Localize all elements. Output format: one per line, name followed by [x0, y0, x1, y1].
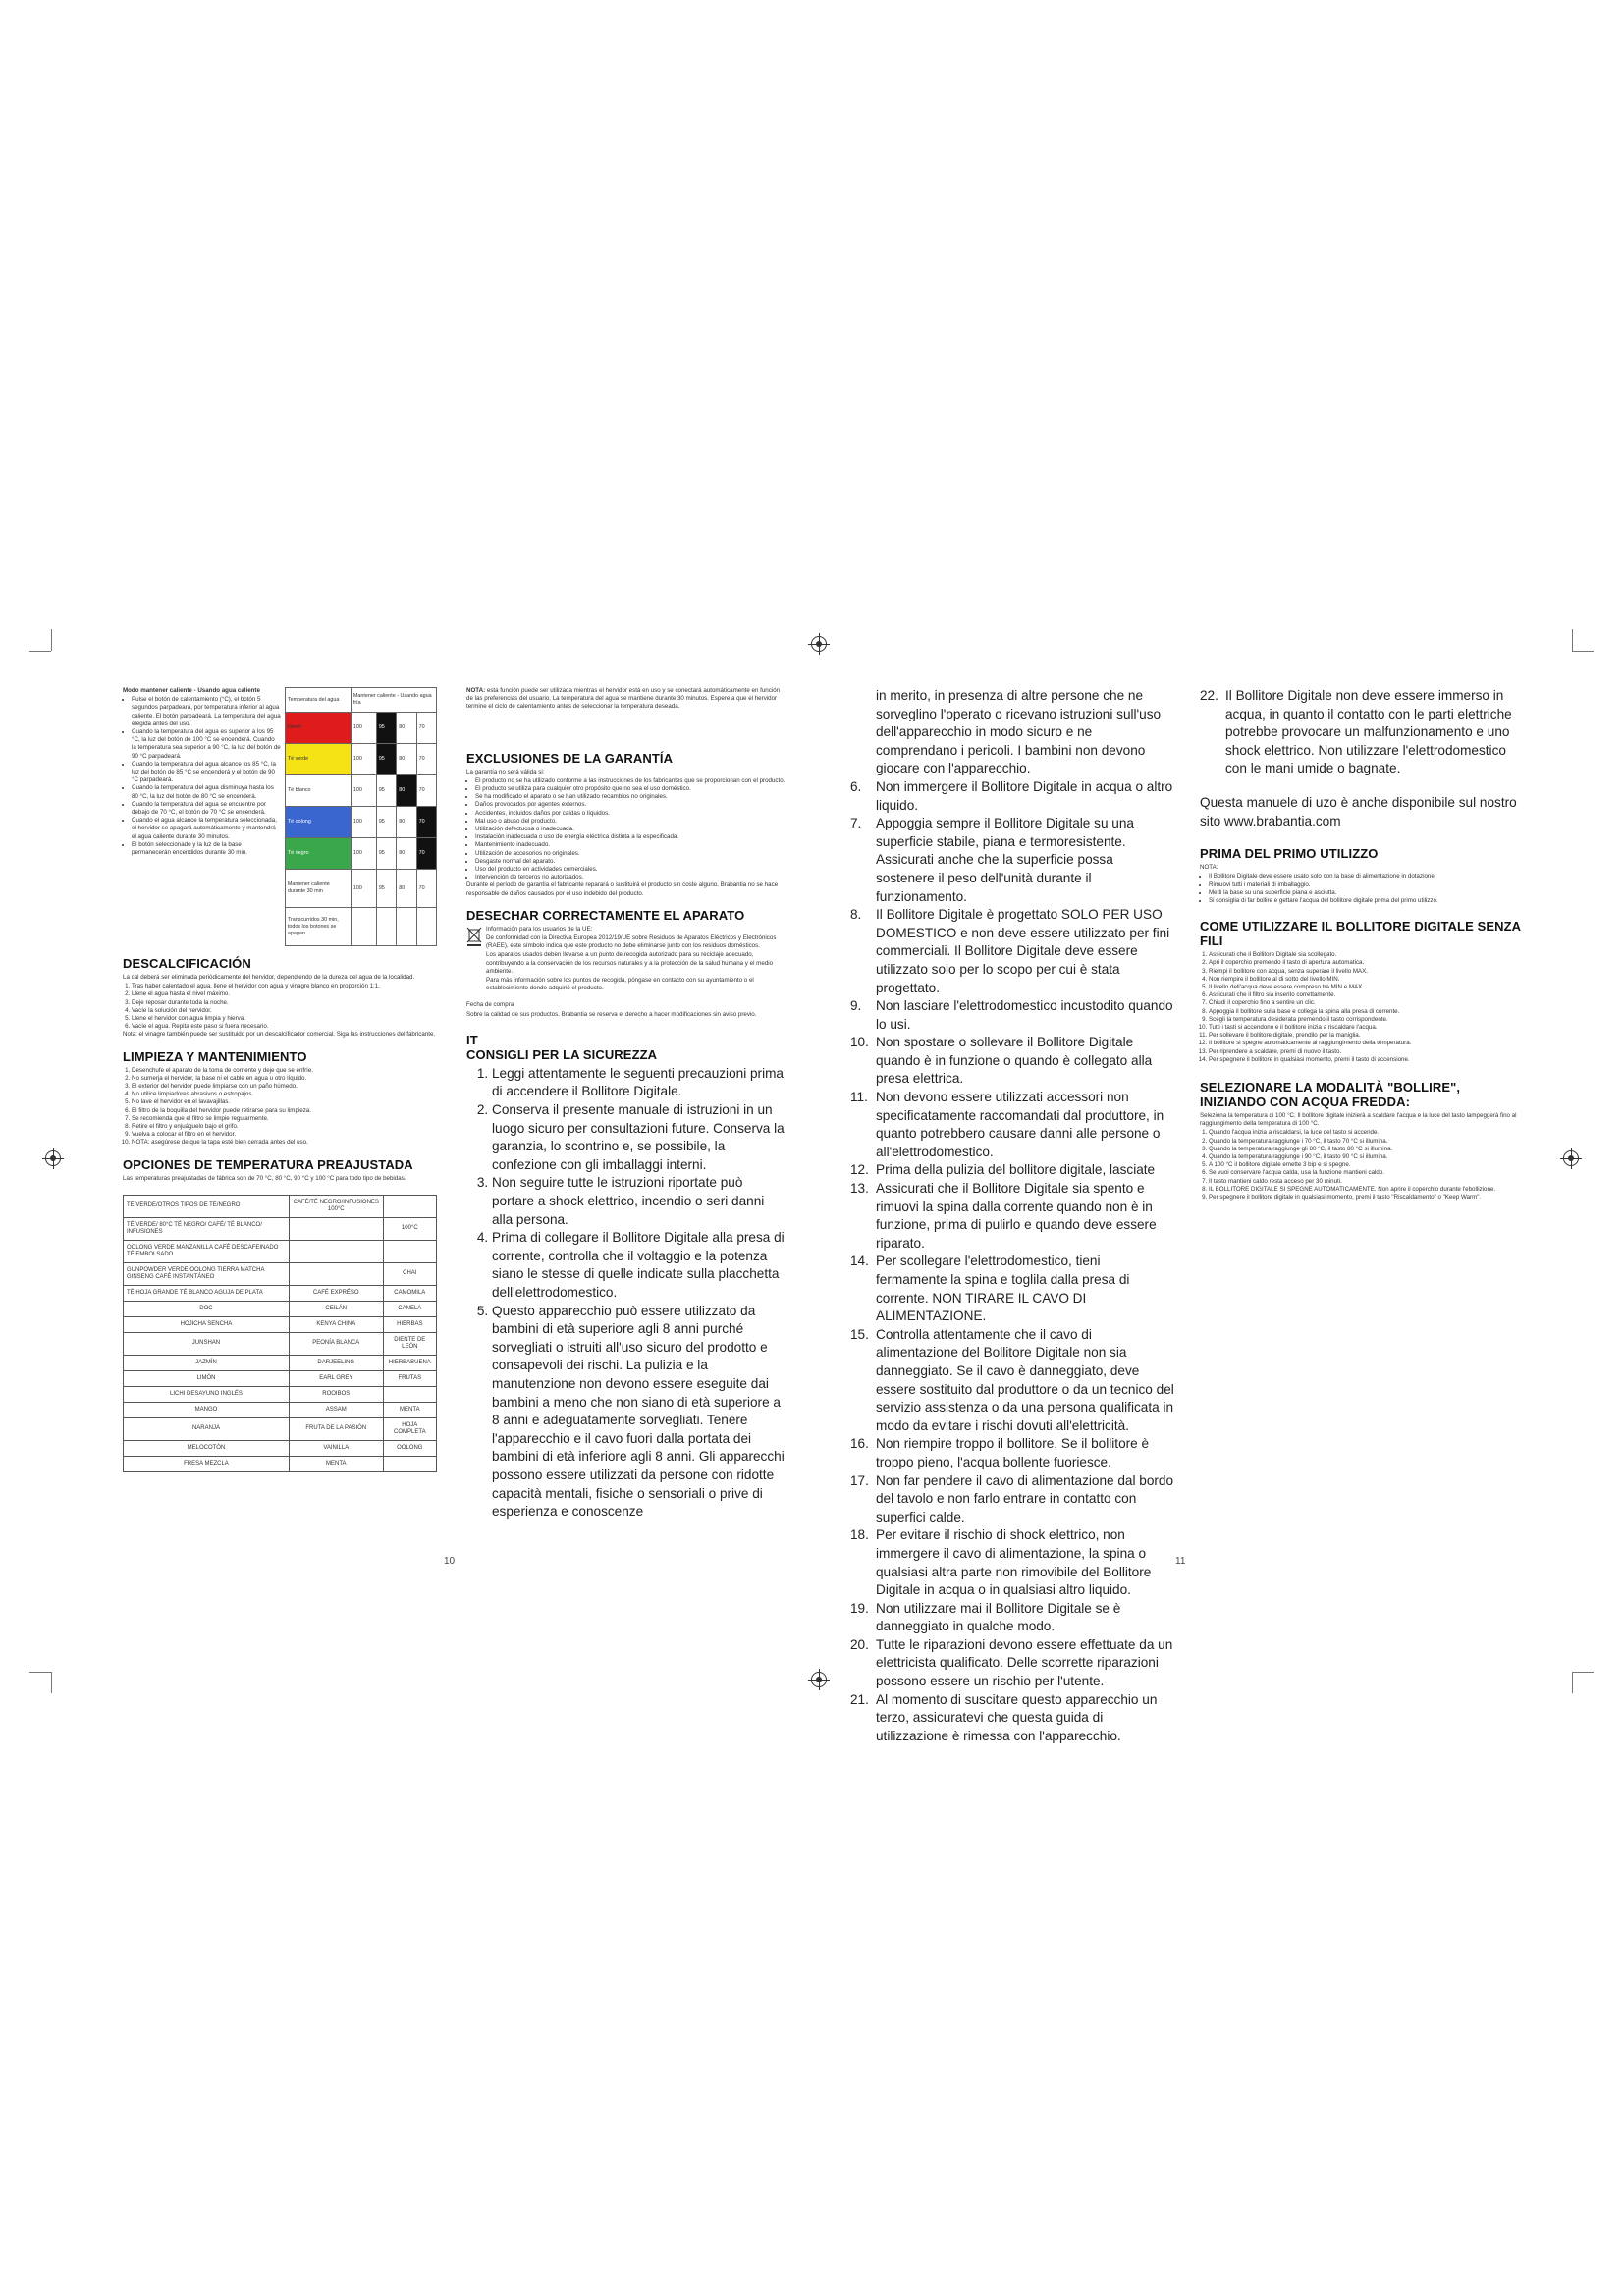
temp-cell: 80	[397, 744, 416, 775]
crop-mark	[51, 629, 52, 651]
temp-cell: 80	[397, 807, 416, 838]
list-item	[850, 1326, 1174, 1436]
table-cell: ASSAM	[289, 1402, 383, 1417]
list-item	[850, 778, 1174, 815]
list-item: • Cuando la temperatura del agua se encuentre por debajo de 70 °C, el botón de 70 °C se encenderá.	[132, 801, 281, 817]
item-text: Non spostare o sollevare il Bollitore Digitale quando è in funzione o quando è collegato alla presa elettrica.	[876, 1035, 1153, 1087]
list-item	[850, 1034, 1174, 1089]
paragraph: Fecha de compra	[466, 1001, 514, 1009]
table-cell: LIMÓN	[124, 1370, 290, 1386]
paragraph: Información para los usuarios de la UE:	[486, 925, 593, 933]
table-cell: TÉ VERDE/OTROS TIPOS DE TÉ/NEGRO	[124, 1195, 290, 1217]
list-item: 2. Apri il coperchio premendo il tasto di apertura automatica.	[1209, 959, 1524, 967]
table-cell: JAZMÍN	[124, 1355, 290, 1370]
item-number: 9.	[850, 998, 862, 1014]
list-item: • Utilización de accesorios no originales.	[475, 850, 785, 858]
list-item: 2. No sumerja el hervidor, la base ni el cable en agua u otro líquido.	[132, 1075, 437, 1083]
temp-cell: 95	[376, 807, 396, 838]
list-item: 4. Non riempire il bollitore al di sotto del livello MIN.	[1209, 976, 1524, 984]
tea-table	[123, 1195, 437, 1472]
table-cell: 100°C	[383, 1217, 436, 1240]
temp-cell: 70	[416, 775, 436, 807]
table-cell: ROOIBOS	[289, 1386, 383, 1402]
list-item: 2. Conserva il presente manuale di istruzioni in un luogo sicuro per consultazioni future. Conserva la garanzia, lo scontrino e, se possibile, la confezione con gli imballaggi interni.	[492, 1101, 785, 1174]
row-label: Mantener caliente durante 30 min	[285, 870, 351, 908]
table-row	[124, 1217, 437, 1240]
color-swatch-white	[285, 775, 351, 807]
temp-cell: 80	[397, 775, 416, 807]
note-text: esta función puede ser utilizada mientras el hervidor está en uso y se conectará automáticamente en función de las preferencias del usuario. La temperatura del agua se mantiene durante 30 minutos. Espere a que el hervidor termine el ciclo de calentamiento antes de seleccionar la temperatura deseada.	[466, 687, 781, 711]
table-cell: DARJEELING	[289, 1355, 383, 1370]
item-text: Prima della pulizia del bollitore digitale, lasciate	[876, 1162, 1156, 1178]
list-item	[850, 1253, 1174, 1325]
list-item: 2. Quando la temperatura raggiunge i 70 °C, il tasto 70 °C si illumina.	[1209, 1138, 1524, 1146]
column-italian-left	[850, 687, 1174, 1743]
list-item: • Se ha modificado el aparato o se han utilizado recambios no originales.	[475, 793, 785, 801]
table-row	[124, 1285, 437, 1301]
table-cell: FRESA MEZCLA	[124, 1456, 290, 1471]
list-item: 3. Deje reposar durante toda la noche.	[132, 999, 437, 1007]
language-label: IT	[466, 1032, 478, 1047]
crossed-bin-icon	[466, 926, 482, 994]
item-number: 8.	[850, 907, 862, 923]
table-cell: HIERBAS	[383, 1316, 436, 1332]
table-cell	[289, 1262, 383, 1285]
table-row	[124, 1332, 437, 1355]
item-text: Non utilizzare mai il Bollitore Digitale se è danneggiato in qualche modo.	[876, 1600, 1121, 1634]
temp-cell: 95	[376, 775, 396, 807]
item-number: 14.	[850, 1254, 869, 1269]
table-row	[124, 1240, 437, 1262]
page-number-right: 11	[1175, 1556, 1186, 1567]
row-label: Té blanco	[287, 787, 311, 793]
item-number: 20.	[850, 1636, 869, 1652]
paragraph: Para más información sobre los puntos de recogida, póngase en contacto con su ayuntamiento o el establecimiento donde adquirió el producto.	[486, 977, 754, 992]
row-label: Té verde	[287, 756, 309, 762]
table-cell: LICHI DESAYUNO INGLÉS	[124, 1386, 290, 1402]
temp-cell: 100	[351, 807, 376, 838]
color-swatch-red	[285, 713, 351, 744]
table-cell: HIERBABUENA	[383, 1355, 436, 1370]
temp-cell: 95	[376, 744, 396, 775]
table-cell: MELOCOTÓN	[124, 1440, 290, 1456]
color-swatch-blue	[285, 807, 351, 838]
list-item: • Accidentes, incluidos daños por caídas o líquidos.	[475, 810, 785, 818]
table-row	[124, 1316, 437, 1332]
temp-cell: 70	[416, 807, 436, 838]
registration-mark-icon	[1563, 1150, 1579, 1166]
item-number: 18.	[850, 1527, 869, 1543]
list-item: • Pulse el botón de calentamiento (°C), el botón 5 segundos parpadeará, por temperatura inferior al agua caliente. El botón parpadeará. La temperatura del agua elegida antes del uso.	[132, 696, 281, 728]
list-item: • Si consiglia di far bollire e gettare l'acqua del bollitore digitale prima del primo utilizzo.	[1209, 897, 1524, 905]
list-item: 5. Il livello dell'acqua deve essere compreso tra MIN e MAX.	[1209, 984, 1524, 991]
list-item: 6. Assicurati che il filtro sia inserito correttamente.	[1209, 991, 1524, 999]
table-cell: OOLONG	[383, 1440, 436, 1456]
crop-mark	[1572, 629, 1573, 651]
color-swatch-yellow	[285, 744, 351, 775]
table-cell: MENTA	[289, 1456, 383, 1471]
list-item	[850, 1691, 1174, 1746]
column-italian-right	[1200, 687, 1524, 1551]
list-item: 13. Per riprendere a scaldare, premi di nuovo il tasto.	[1209, 1048, 1524, 1056]
list-item: • Metti la base su una superficie piana e asciutta.	[1209, 889, 1524, 897]
disposal-title: DESECHAR CORRECTAMENTE EL APARATO	[466, 907, 745, 923]
safety-title: CONSIGLI PER LA SICUREZZA	[466, 1046, 658, 1062]
list-item	[850, 1636, 1174, 1691]
list-item: 1. Desenchufe el aparato de la toma de corriente y deje que se enfríe.	[132, 1067, 437, 1075]
item-text: Non lasciare l'elettrodomestico incustodito quando lo usi.	[876, 998, 1173, 1032]
table-cell: FRUTAS	[383, 1370, 436, 1386]
paragraph: Las temperaturas preajustadas de fábrica son de 70 °C, 80 °C, 90 °C y 100 °C para todo tipo de bebidas.	[123, 1174, 406, 1182]
list-item: 1. Assicurati che il Bollitore Digitale sia scollegato.	[1209, 951, 1524, 959]
crop-mark	[1572, 1672, 1594, 1673]
cleaning-title: LIMPIEZA Y MANTENIMIENTO	[123, 1048, 307, 1064]
first-use-title: PRIMA DEL PRIMO UTILIZZO	[1200, 846, 1379, 862]
paragraph: in merito, in presenza di altre persone che ne sorveglino l'operato o ricevano istruzioni sull'uso dell'apparecchio in modo sicuro e ne comprendano i pericoli. I bambini non devono giocare con l'apparecchio.	[876, 688, 1162, 776]
list-item: 9. Vuelva a colocar el filtro en el hervidor.	[132, 1131, 437, 1139]
list-item	[850, 1180, 1174, 1253]
table-cell: CAMOMILA	[383, 1285, 436, 1301]
temp-cell: 70	[416, 744, 436, 775]
item-number: 19.	[850, 1600, 869, 1616]
paragraph: Questa manuele di uzo è anche disponibile sul nostro sito www.brabantia.com	[1200, 794, 1517, 828]
list-item: • El producto no se ha utilizado conforme a las instrucciones de los fabricantes que se proporcionan con el producto.	[475, 777, 785, 785]
list-item: • El producto se utiliza para cualquier otro propósito que no sea el uso doméstico.	[475, 785, 785, 793]
item-text: Tutte le riparazioni devono essere effettuate da un elettricista qualificato. Delle scorrette riparazioni possono essere un rischio per l'utente.	[876, 1636, 1173, 1689]
temp-cell: 80	[397, 870, 416, 908]
list-item: 1. Tras haber calentado el agua, llene el hervidor con agua y vinagre blanco en proporción 1:1.	[132, 983, 437, 990]
warranty-title: EXCLUSIONES DE LA GARANTÍA	[466, 750, 674, 766]
list-item	[850, 997, 1174, 1034]
table-cell: TÉ HOJA GRANDE TÉ BLANCO AGUJA DE PLATA	[124, 1285, 290, 1301]
temp-cell	[351, 908, 376, 946]
table-row	[124, 1195, 437, 1217]
list-item: • Mantenimiento inadecuado.	[475, 841, 785, 849]
crop-mark	[29, 1672, 51, 1673]
list-item: • Uso del producto en actividades comerciales.	[475, 866, 785, 874]
list-item: 4. Vacíe la solución del hervidor.	[132, 1007, 437, 1015]
crop-mark	[1572, 651, 1594, 652]
list-item: 10. NOTA: asegúrese de que la tapa esté bien cerrada antes del uso.	[132, 1139, 437, 1147]
list-item: 1. Leggi attentamente le seguenti precauzioni prima di accendere il Bollitore Digitale.	[492, 1065, 785, 1101]
table-cell: CHAI	[383, 1262, 436, 1285]
item-number: 11.	[850, 1090, 868, 1105]
table-row	[124, 1301, 437, 1316]
table-row	[124, 1402, 437, 1417]
list-item: • Cuando el agua alcance la temperatura seleccionada, el hervidor se apagará automáticamente y mantendrá el agua caliente durante 30 minutos.	[132, 817, 281, 841]
temp-cell: 80	[397, 713, 416, 744]
list-item: • Cuando la temperatura del agua disminuya hasta los 80 °C, la luz del botón de 80 °C se encenderá.	[132, 784, 281, 800]
boil-mode-title: SELEZIONARE LA MODALITÀ "BOLLIRE", INIZIANDO CON ACQUA FREDDA:	[1200, 1080, 1461, 1110]
preset-title: OPCIONES DE TEMPERATURA PREAJUSTADA	[123, 1156, 413, 1172]
list-item: • Il Bollitore Digitale deve essere usato solo con la base di alimentazione in dotazione.	[1209, 873, 1524, 881]
item-number: 16.	[850, 1436, 869, 1452]
list-item: • El botón seleccionado y la luz de la base permanecerán encendidos durante 30 min.	[132, 841, 281, 857]
column-spanish-left	[123, 687, 437, 1551]
color-swatch-green	[285, 838, 351, 870]
list-item: 9. Scegli la temperatura desiderata premendo il tasto corrispondente.	[1209, 1016, 1524, 1024]
item-text: Per scollegare l'elettrodomestico, tieni fermamente la spina e toglila dalla presa di corrente. NON TIRARE IL CAVO DI ALIMENTAZIONE.	[876, 1254, 1130, 1324]
list-item: • Intervención de terceros no autorizados.	[475, 874, 785, 881]
list-item: 3. Non seguire tutte le istruzioni riportate può portare a shock elettrico, incendio o seri danni alla persona.	[492, 1174, 785, 1229]
list-item	[850, 1472, 1174, 1527]
note-label: NOTA:	[466, 687, 486, 694]
item-number: 21.	[850, 1691, 869, 1707]
row-label: Té negro	[287, 850, 309, 856]
table-cell: OOLONG VERDE MANZANILLA CAFÉ DESCAFEINADO TÉ EMBOLSADO	[124, 1240, 290, 1262]
list-item: 1. Quando l'acqua inizia a riscaldarsi, la luce del tasto si accende.	[1209, 1129, 1524, 1137]
item-text: Per evitare il rischio di shock elettrico, non immergere il cavo di alimentazione, la spina o qualsiasi altra parte non rimovibile del Bollitore Digitale in acqua o in qualsiasi altro liquido.	[876, 1527, 1152, 1598]
table-cell	[383, 1240, 436, 1262]
list-item: • Mal uso o abuso del producto.	[475, 818, 785, 826]
row-label: Té oolong	[287, 819, 311, 825]
table-header: Mantener caliente - Usando agua fría	[351, 688, 436, 713]
paragraph: La garantía no será válida si:	[466, 768, 545, 775]
list-item	[850, 1435, 1174, 1471]
temp-cell	[397, 908, 416, 946]
paragraph: Seleziona la temperatura di 100 °C. Il bollitore digitale inizierà a scaldare l'acqua e la luce del tasto lampeggerà fino al raggiungimento della temperatura di 100 °C.	[1200, 1112, 1517, 1128]
temp-cell: 70	[416, 713, 436, 744]
list-item: 9. Per spegnere il bollitore digitale in qualsiasi momento, premi il tasto "Riscaldamento" o "Keep Warm".	[1209, 1194, 1524, 1201]
item-text: Non riempire troppo il bollitore. Se il bollitore è troppo pieno, l'acqua bollente fuoriesce.	[876, 1436, 1150, 1469]
item-text: Al momento di suscitare questo apparecchio un terzo, assicuratevi che questa guida di utilizzazione è rimessa con l'apparecchio.	[876, 1691, 1158, 1743]
list-item: 7. Chiudi il coperchio fino a sentire un clic.	[1209, 999, 1524, 1007]
table-cell	[383, 1456, 436, 1471]
table-cell: HOJA COMPLETA	[383, 1417, 436, 1440]
list-item: 3. Riempi il bollitore con acqua, senza superare il livello MAX.	[1209, 968, 1524, 976]
temp-cell: 80	[397, 838, 416, 870]
table-cell	[383, 1195, 436, 1217]
temperature-color-table	[285, 687, 437, 946]
keep-warm-title: Modo mantener caliente - Usando agua caliente	[123, 687, 260, 694]
table-row	[124, 1456, 437, 1471]
list-item: 7. Il tasto mantieni caldo resta acceso per 30 minuti.	[1209, 1178, 1524, 1186]
list-item: 2. Llene el agua hasta el nivel máximo.	[132, 990, 437, 998]
item-text: Non devono essere utilizzati accessori non specificatamente raccomandati dal produttore, in quanto potrebbero causare danni alle persone o all'elettrodomestico.	[876, 1090, 1164, 1159]
list-item	[850, 1600, 1174, 1636]
list-item: • Desgaste normal del aparato.	[475, 858, 785, 866]
list-item	[850, 1161, 1174, 1180]
table-cell: CANELA	[383, 1301, 436, 1316]
list-item: 4. Prima di collegare il Bollitore Digitale alla presa di corrente, controlla che il voltaggio e la potenza siano le stesse di quelle indicate sulla placchetta dell'elettrodomestico.	[492, 1229, 785, 1302]
list-item: 6. Se vuoi conservare l'acqua calda, usa la funzione mantieni caldo.	[1209, 1169, 1524, 1177]
list-item	[850, 906, 1174, 997]
row-label: Transcurridos 30 min, todos los botones se apagan	[285, 908, 351, 946]
item-number: 13.	[850, 1181, 869, 1197]
table-cell: VAINILLA	[289, 1440, 383, 1456]
column-spanish-right	[466, 687, 785, 1551]
list-item: Il Bollitore Digitale non deve essere immerso in acqua, in quanto il contatto con le parti elettriche potrebbe provocare un malfunzionamento e uno shock elettrico. Non utilizzare l'elettrodomestico con le mani umide o bagnate.	[1225, 688, 1512, 776]
list-item: 14. Per spegnere il bollitore in qualsiasi momento, premi il tasto di accensione.	[1209, 1056, 1524, 1064]
list-item: 7. Se recomienda que el filtro se limpie regularmente.	[132, 1115, 437, 1123]
table-cell: MENTA	[383, 1402, 436, 1417]
registration-mark-icon	[45, 1150, 61, 1166]
list-item: 10. Tutti i tasti si accendono e il bollitore inizia a riscaldare l'acqua.	[1209, 1024, 1524, 1032]
list-item: 5. A 100 °C il bollitore digitale emette 3 bip e si spegne.	[1209, 1161, 1524, 1169]
list-item: • Utilización defectuosa o inadecuada.	[475, 826, 785, 833]
list-item: 11. Per sollevare il bollitore digitale, prendilo per la maniglia.	[1209, 1032, 1524, 1040]
list-item: 8. Retire el filtro y enjuáguelo bajo el grifo.	[132, 1123, 437, 1131]
cordless-title: COME UTILIZZARE IL BOLLITORE DIGITALE SENZA FILI	[1200, 919, 1521, 949]
table-row	[124, 1262, 437, 1285]
temp-cell: 100	[351, 713, 376, 744]
temp-cell: 70	[416, 870, 436, 908]
paragraph: Sobre la calidad de sus productos. Brabantia se reserva el derecho a hacer modificaciones sin aviso previo.	[466, 1010, 757, 1018]
table-cell: KENYA CHINA	[289, 1316, 383, 1332]
item-text: Controlla attentamente che il cavo di alimentazione del Bollitore Digitale non sia danneggiato. Se il cavo è danneggiato, deve essere sostituito dal produttore o da un tecnico del servizio assistenza o da una persona qualificata in modo da evitare i rischi dovuti all'elettricità.	[876, 1326, 1174, 1433]
list-item	[850, 815, 1174, 906]
table-cell	[383, 1386, 436, 1402]
list-item: 4. Quando la temperatura raggiunge i 90 °C, il tasto 90 °C si illumina.	[1209, 1153, 1524, 1161]
table-row	[124, 1355, 437, 1370]
table-cell: CAFÉ/TÉ NEGRO/INFUSIONES 100°C	[289, 1195, 383, 1217]
table-cell: PEONÍA BLANCA	[289, 1332, 383, 1355]
list-item	[850, 1526, 1174, 1599]
table-cell: GUNPOWDER VERDE OOLONG TIERRA MATCHA GINSENG CAFÉ INSTANTÁNEO	[124, 1262, 290, 1285]
item-number: 15.	[850, 1326, 869, 1342]
temp-cell: 70	[416, 838, 436, 870]
paragraph: La cal deberá ser eliminada periódicamente del hervidor, dependiendo de la dureza del agua de la localidad.	[123, 974, 415, 981]
list-item: 5. Llene el hervidor con agua limpia y hierva.	[132, 1015, 437, 1023]
safety-list-continued	[850, 778, 1174, 1745]
registration-mark-icon	[811, 1672, 827, 1687]
paragraph: De conformidad con la Directiva Europea 2012/19/UE sobre Residuos de Aparatos Eléctricos y Electrónicos (RAEE), este símbolo indica que este producto no debe eliminarse junto con los residuos domésticos.	[486, 934, 777, 950]
list-item: • Daños provocados por agentes externos.	[475, 801, 785, 809]
temp-cell: 100	[351, 870, 376, 908]
list-item: 12. Il bollitore si spegne automaticamente al raggiungimento della temperatura.	[1209, 1040, 1524, 1047]
table-cell: EARL GREY	[289, 1370, 383, 1386]
table-cell: DIENTE DE LEÓN	[383, 1332, 436, 1355]
item-number: 6.	[850, 778, 862, 794]
list-item: 5. Questo apparecchio può essere utilizzato da bambini di età superiore agli 8 anni purché sorvegliati o istruiti all'uso sicuro del prodotto e consapevoli dei rischi. La pulizia e la manutenzione non devono essere eseguite dai bambini a meno che non siano di età superiore a 8 anni e adeguatamente sorvegliati. Tenere l'apparecchio e il cavo fuori dalla portata dei bambini di età inferiore agli 8 anni. Gli apparecchi possono essere utilizzati da persone con ridotte capacità mentali, fisiche o sensoriali o prive di esperienza e conoscenze	[492, 1303, 785, 1522]
item-text: Assicurati che il Bollitore Digitale sia spento e rimuovi la spina dalla corrente quando non è in funzione, prima di pulirlo e quando deve essere riparato.	[876, 1181, 1157, 1251]
item-number: 10.	[850, 1035, 869, 1050]
list-item: 6. El filtro de la boquilla del hervidor puede retirarse para su limpieza.	[132, 1107, 437, 1115]
temp-cell: 100	[351, 775, 376, 807]
list-item: 3. El exterior del hervidor puede limpiarse con un paño húmedo.	[132, 1083, 437, 1091]
table-row	[124, 1386, 437, 1402]
table-header: Temperatura del agua	[285, 688, 351, 713]
table-cell: CAFÉ EXPRÉSO	[289, 1285, 383, 1301]
item-number: 7.	[850, 816, 862, 831]
temp-cell	[376, 908, 396, 946]
table-cell: MANGO	[124, 1402, 290, 1417]
table-cell: HOJICHA SENCHA	[124, 1316, 290, 1332]
table-cell: JUNSHAN	[124, 1332, 290, 1355]
item-number: 17.	[850, 1472, 869, 1488]
list-item: 8. IL BOLLITORE DIGITALE SI SPEGNE AUTOMATICAMENTE. Non aprire il coperchio durante l'ebollizione.	[1209, 1186, 1524, 1194]
note-label: NOTA:	[1200, 864, 1218, 872]
table-cell	[289, 1240, 383, 1262]
temp-cell: 100	[351, 744, 376, 775]
list-item	[850, 1089, 1174, 1161]
registration-mark-icon	[811, 636, 827, 652]
table-cell: FRUTA DE LA PASIÓN	[289, 1417, 383, 1440]
table-cell: NARANJA	[124, 1417, 290, 1440]
item-text: Non immergere il Bollitore Digitale in acqua o altro liquido.	[876, 778, 1173, 813]
item-number: 12.	[850, 1162, 869, 1178]
item-number: 22.	[1200, 688, 1218, 703]
item-text: Appoggia sempre il Bollitore Digitale su una superficie stabile, piana e termoresistente. Assicurati anche che la superficie possa sostenere il peso dell'unità durante il funzionamento.	[876, 816, 1134, 904]
table-cell: DOC	[124, 1301, 290, 1316]
item-text: Il Bollitore Digitale è progettato SOLO PER USO DOMESTICO e non deve essere utilizzato per fini commerciali. Il Bollitore Digitale deve essere utilizzato solo per lo scopo per cui è stata progettato.	[876, 907, 1170, 995]
table-row	[124, 1370, 437, 1386]
temp-cell: 95	[376, 838, 396, 870]
temp-cell	[416, 908, 436, 946]
table-cell	[289, 1217, 383, 1240]
keep-warm-section	[123, 687, 281, 946]
paragraph: Durante el período de garantía el fabricante reparará o sustituirá el producto sin coste alguno. Brabantia no se hace responsable de daños causados por el uso indebido del producto.	[466, 881, 779, 897]
table-cell: CEILÁN	[289, 1301, 383, 1316]
list-item: • Rimuovi tutti i materiali di imballaggio.	[1209, 881, 1524, 889]
list-item: • Cuando la temperatura del agua es superior a los 95 °C, la luz del botón de 100 °C se encenderá. Cuando la temperatura sea superior a 90 °C, la luz del botón de 90 °C parpadeará.	[132, 728, 281, 761]
page-number-left: 10	[444, 1556, 456, 1567]
item-text: Non far pendere il cavo di alimentazione dal bordo del tavolo e non farlo entrare in contatto con superfici calde.	[876, 1472, 1174, 1524]
table-row	[124, 1440, 437, 1456]
list-item: 3. Quando la temperatura raggiunge gli 80 °C, il tasto 80 °C si illumina.	[1209, 1146, 1524, 1153]
descale-title: DESCALCIFICACIÓN	[123, 956, 251, 971]
table-cell: TÉ VERDE/ 80°C TÉ NEGRO/ CAFÉ/ TÉ BLANCO/ INFUSIONES	[124, 1217, 290, 1240]
crop-mark	[29, 651, 51, 652]
paragraph: Nota: el vinagre también puede ser sustituido por un descalcificador comercial. Siga las instrucciones del fabricante.	[123, 1031, 436, 1039]
row-label: Hervir	[287, 724, 302, 730]
crop-mark	[51, 1672, 52, 1693]
list-item: • Cuando la temperatura del agua alcance los 85 °C, la luz del botón de 85 °C se encenderá y el botón de 90 °C parpadeará.	[132, 761, 281, 785]
list-item: 8. Appoggia il bollitore sulla base e collega la spina alla presa di corrente.	[1209, 1008, 1524, 1016]
temp-cell: 95	[376, 713, 396, 744]
list-item: 6. Vacíe el agua. Repita este paso si fuera necesario.	[132, 1023, 437, 1031]
list-item: 5. No lave el hervidor en el lavavajillas.	[132, 1098, 437, 1106]
temp-cell: 95	[376, 870, 396, 908]
temp-cell: 100	[351, 838, 376, 870]
list-item: 4. No utilice limpiadores abrasivos o estropajos.	[132, 1091, 437, 1098]
paragraph: Los aparatos usados deben llevarse a un punto de recogida autorizado para su reciclaje adecuado, contribuyendo a la conservación de los recursos naturales y a la protección de la salud humana y el medio ambiente.	[486, 951, 774, 975]
crop-mark	[1572, 1672, 1573, 1693]
table-row	[124, 1417, 437, 1440]
list-item: • Instalación inadecuada o uso de energía eléctrica distinta a la especificada.	[475, 833, 785, 841]
